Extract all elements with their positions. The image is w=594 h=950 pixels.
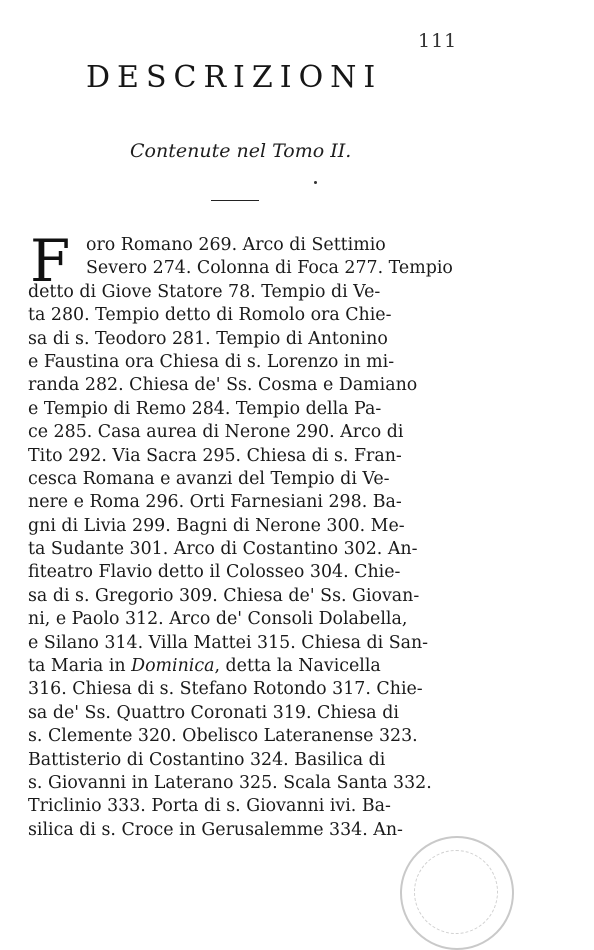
text-line: [28, 795, 433, 818]
text-line-content: [28, 468, 390, 491]
text-line-content: [28, 561, 400, 584]
text-segment: cesca Romana e avanzi del Tempio di Ve-: [28, 468, 390, 489]
text-line-content: [86, 257, 453, 280]
text-line-content: [28, 515, 405, 538]
text-line-content: [28, 421, 403, 444]
text-line: [28, 281, 433, 304]
text-segment: Battisterio di Costantino 324. Basilica di: [28, 749, 386, 770]
text-line: [28, 257, 453, 280]
text-line: [28, 491, 433, 514]
text-line: [28, 819, 433, 842]
text-line-content: [28, 655, 381, 678]
text-segment: ta 280. Tempio detto di Romolo ora Chie-: [28, 305, 392, 326]
text-line-content: [28, 398, 381, 421]
text-segment: e Silano 314. Villa Mattei 315. Chiesa di San-: [28, 632, 429, 653]
text-line-content: [28, 725, 418, 748]
text-segment: gni di Livia 299. Bagni di Nerone 300. Me-: [28, 515, 405, 536]
text-segment: e Faustina ora Chiesa di s. Lorenzo in mi-: [28, 351, 395, 372]
text-line: [28, 445, 433, 468]
text-line-content: [28, 538, 417, 561]
text-line: [28, 632, 433, 655]
text-line: [28, 421, 433, 444]
library-stamp-inner: [414, 850, 498, 934]
text-line: [28, 304, 433, 327]
text-segment: detto di Giove Statore 78. Tempio di Ve-: [28, 281, 381, 302]
text-line: [28, 678, 433, 701]
text-segment: 316. Chiesa di s. Stefano Rotondo 317. Chie-: [28, 679, 423, 700]
text-line-content: [28, 351, 394, 374]
text-line-content: [28, 445, 402, 468]
text-line-content: [28, 281, 380, 304]
text-line-content: [28, 304, 391, 327]
text-segment: s. Giovanni in Laterano 325. Scala Santa 332.: [28, 772, 432, 793]
text-segment: oro Romano 269. Arco di Settimio: [86, 235, 386, 255]
text-line-content: [28, 374, 417, 397]
text-line-content: [28, 608, 407, 631]
text-segment: ta Maria in: [28, 656, 132, 677]
text-line: [28, 772, 433, 795]
text-segment: fiteatro Flavio detto il Colosseo 304. Chie-: [28, 562, 401, 583]
drop-cap: F: [30, 227, 71, 295]
section-divider: [211, 200, 259, 201]
text-segment: s. Clemente 320. Obelisco Lateranense 323.: [28, 726, 418, 747]
text-line: [28, 608, 433, 631]
text-line: [28, 234, 433, 257]
ink-dot: [314, 181, 317, 184]
text-line: [28, 515, 433, 538]
text-segment: randa 282. Chiesa de' Ss. Cosma e Damiano: [28, 375, 418, 396]
text-segment: ni, e Paolo 312. Arco de' Consoli Dolabella,: [28, 609, 408, 630]
text-segment: Tito 292. Via Sacra 295. Chiesa di s. Fran-: [28, 445, 402, 466]
text-line: [28, 561, 433, 584]
text-line: [28, 749, 433, 772]
text-line-content: [28, 772, 432, 795]
text-segment: sa de' Ss. Quattro Coronati 319. Chiesa di: [28, 702, 399, 723]
text-line: [28, 585, 433, 608]
text-line: [28, 328, 433, 351]
text-line-content: [28, 819, 403, 842]
text-segment: Severo 274. Colonna di Foca 277. Tempio: [86, 258, 453, 279]
page-title: DESCRIZIONI: [86, 60, 383, 95]
text-line: [28, 374, 433, 397]
text-segment: sa di s. Gregorio 309. Chiesa de' Ss. Giovan-: [28, 585, 420, 606]
text-segment: Triclinio 333. Porta di s. Giovanni ivi. Ba-: [28, 796, 391, 817]
text-line-content: [28, 328, 388, 351]
text-line-content: [86, 234, 386, 257]
text-segment: e Tempio di Remo 284. Tempio della Pa-: [28, 398, 382, 419]
text-line: [28, 655, 433, 678]
text-line-content: [28, 702, 399, 725]
text-line: [28, 468, 433, 491]
text-segment: , detta la Navicella: [214, 656, 381, 677]
text-line-content: [28, 585, 419, 608]
body-text: [28, 227, 453, 842]
text-segment: ce 285. Casa aurea di Nerone 290. Arco di: [28, 422, 404, 443]
text-line: [28, 538, 433, 561]
text-line-content: [28, 795, 391, 818]
page-number: 111: [418, 30, 458, 52]
text-line: [28, 702, 433, 725]
page-subtitle: Contenute nel Tomo II.: [130, 140, 352, 162]
text-segment: Dominica: [131, 656, 215, 677]
text-segment: ta Sudante 301. Arco di Costantino 302. An-: [28, 539, 418, 560]
text-line-content: [28, 749, 385, 772]
text-line-content: [28, 632, 428, 655]
text-line-content: [28, 491, 402, 514]
text-segment: silica di s. Croce in Gerusalemme 334. An-: [28, 819, 403, 840]
text-segment: sa di s. Teodoro 281. Tempio di Antonino: [28, 328, 388, 349]
text-segment: nere e Roma 296. Orti Farnesiani 298. Ba-: [28, 492, 402, 513]
text-line: [28, 725, 433, 748]
text-line-content: [28, 678, 423, 701]
text-line: [28, 351, 433, 374]
text-line: [28, 398, 433, 421]
